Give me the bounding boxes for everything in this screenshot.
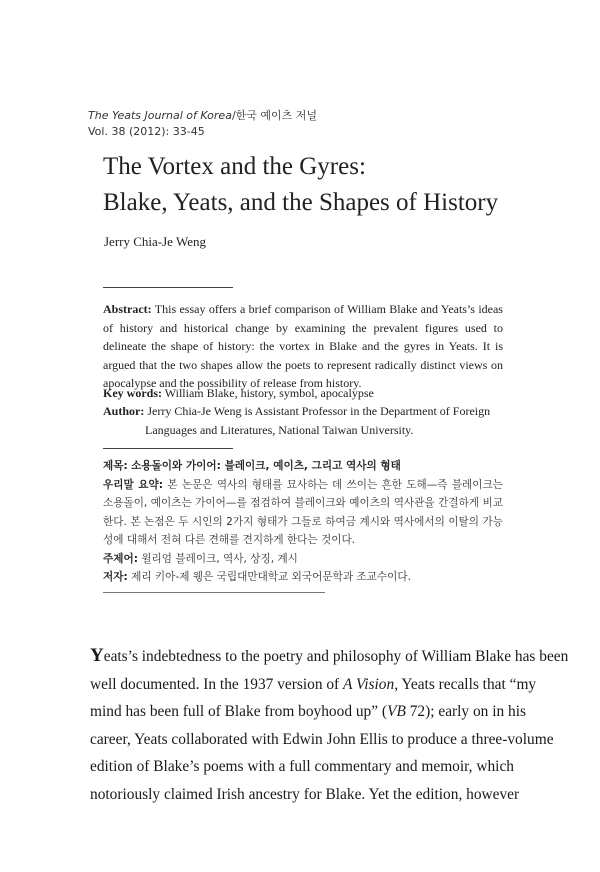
- body-line: [90, 698, 526, 726]
- korean-title-line: [103, 457, 503, 476]
- body-line-text: 72); early on in his: [405, 703, 526, 721]
- divider-rule: [103, 592, 325, 593]
- abstract-label: Abstract:: [103, 302, 152, 316]
- drop-cap: Y: [90, 645, 104, 666]
- journal-name-ko: 한국 예이츠 저널: [235, 109, 318, 122]
- korean-keywords: [103, 550, 503, 569]
- korean-abstract-block: [103, 457, 503, 587]
- body-line: [90, 671, 537, 699]
- korean-author-label: 저자:: [103, 571, 128, 583]
- journal-separator: /: [231, 109, 236, 122]
- journal-volume: Vol. 38 (2012): 33-45: [88, 125, 205, 138]
- divider-rule: [103, 287, 233, 288]
- article-author: Jerry Chia-Je Weng: [104, 234, 206, 249]
- korean-author: [103, 568, 503, 587]
- korean-summary-label: 우리말 요약:: [103, 478, 164, 491]
- citation-abbrev: VB: [387, 703, 406, 721]
- body-line-text: eats’s indebtedness to the poetry and philosophy of William Blake has been: [103, 648, 569, 665]
- abstract-block: [103, 300, 503, 393]
- author-note-block: [103, 402, 503, 439]
- book-title: A Vision: [343, 675, 395, 693]
- journal-header: [88, 108, 317, 140]
- body-text: [90, 642, 569, 809]
- article-title-line1: The Vortex and the Gyres:: [103, 153, 366, 180]
- korean-keywords-label: 주제어:: [103, 552, 138, 565]
- body-line: notoriously claimed Irish ancestry for Blake. Yet the edition, however: [90, 785, 520, 803]
- abstract-text: This essay offers a brief comparison of William Blake and Yeats’s ideas of history and historical change by examining the prevalent figures used to delineate the shape of history: the vortex in Blake and the gyres in Yeats. It is argued that the two shapes allow the poets to represent radically distinct views on apocalypse and the possibility of release from history.: [103, 302, 503, 390]
- korean-summary-text: 본 논문은 역사의 형태를 묘사하는 데 쓰이는 흔한 도해—즉 블레이크는 소용돌이, 예이츠는 가이어—를 점검하여 블레이크와 예이츠의 역사관을 간결하게 비교한다. 본 논점은 두 시인의 2가지 형태가 그들로 하여금 계시와 역사에서의 이탈의 가능성에 대해서 전혀 다른 견해를 견지하게 한다는 것이다.: [103, 478, 503, 546]
- author-note-line2: Languages and Literatures, National Taiwan University.: [145, 422, 414, 437]
- divider-rule: [103, 448, 233, 449]
- keywords-text: William Blake, history, symbol, apocalypse: [164, 386, 374, 400]
- korean-title-label: 제목:: [103, 460, 128, 472]
- article-title-line2: Blake, Yeats, and the Shapes of History: [103, 189, 499, 216]
- author-note-label: Author:: [103, 404, 145, 418]
- korean-summary: [103, 476, 503, 550]
- body-line-text: well documented. In the 1937 version of: [90, 675, 344, 693]
- body-line: [90, 642, 569, 671]
- author-note-line1: Jerry Chia-Je Weng is Assistant Professor in the Department of Foreign: [147, 404, 491, 418]
- keywords-line: [103, 384, 503, 403]
- keywords-label: Key words:: [103, 386, 162, 400]
- body-line: career, Yeats collaborated with Edwin John Ellis to produce a three-volume: [90, 730, 554, 748]
- korean-keywords-text: 윌리엄 블레이크, 역사, 상징, 계시: [141, 552, 298, 565]
- journal-name-line: [88, 108, 317, 124]
- body-line: edition of Blake’s poems with a full commentary and memoir, which: [90, 758, 514, 776]
- journal-name-en: The Yeats Journal of Korea: [88, 109, 232, 122]
- korean-author-text: 제리 키아-제 웽은 국립대만대학교 외국어문학과 조교수이다.: [131, 571, 411, 583]
- korean-title: 소용돌이와 가이어: 블레이크, 예이츠, 그리고 역사의 형태: [131, 460, 401, 472]
- body-line-text: , Yeats recalls that “my: [394, 675, 537, 693]
- body-line-text: mind has been full of Blake from boyhood up” (: [90, 703, 388, 721]
